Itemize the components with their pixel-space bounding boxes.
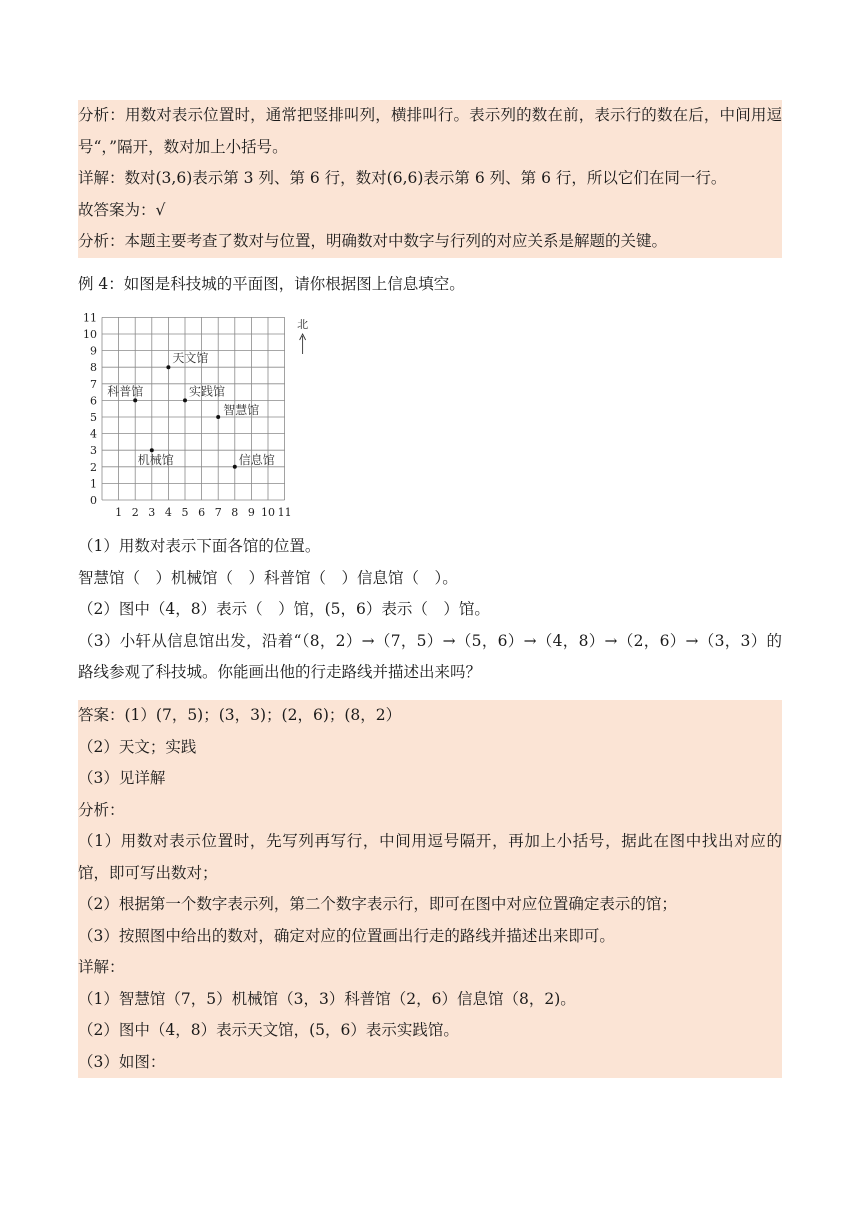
- y-tick-label: 0: [90, 494, 97, 507]
- question-2: （2）图中（4，8）表示（ ）馆，(5，6）表示（ ）馆。: [78, 600, 490, 618]
- map-point: [166, 365, 170, 369]
- detail-step-2: （2）图中（4，8）表示天文馆，(5，6）表示实践馆。: [78, 1021, 459, 1039]
- north-label: 北: [297, 318, 309, 331]
- map-point-label: 科普馆: [107, 384, 144, 399]
- map-point: [183, 398, 187, 402]
- example-title: 例 4：如图是科技城的平面图，请你根据图上信息填空。: [78, 275, 465, 293]
- x-tick-label: 8: [231, 506, 239, 519]
- answer-block: [78, 700, 782, 1078]
- y-tick-label: 8: [90, 361, 97, 375]
- question-3: （3）小轩从信息馆出发，沿着“（8，2）→（7，5）→（5，6）→（4，8）→（2，6）→（3，3）的路线参观了科技城。你能画出他的行走路线并描述出来吗？: [78, 631, 782, 681]
- x-tick-label: 3: [148, 506, 156, 519]
- x-tick-label: 1: [115, 506, 123, 519]
- y-tick-label: 3: [90, 444, 97, 458]
- y-tick-label: 6: [90, 394, 97, 408]
- question-1-blanks: 智慧馆（ ）机械馆（ ）科普馆（ ）信息馆（ ）。: [78, 568, 458, 587]
- detail-label: 详解：: [78, 958, 125, 976]
- answer-part-3: （3）见详解: [78, 769, 166, 787]
- map-point: [216, 415, 220, 419]
- y-tick-label: 4: [90, 427, 97, 441]
- question-1: （1）用数对表示下面各馆的位置。: [78, 537, 321, 555]
- answer-part-2: （2）天文；实践: [78, 737, 197, 756]
- map-point-label: 信息馆: [238, 452, 275, 467]
- analysis-summary: 分析：本题主要考查了数对与位置，明确数对中数字与行列的对应关系是解题的关键。: [78, 232, 668, 250]
- analysis-paragraph: 分析：用数对表示位置时，通常把竖排叫列，横排叫行。表示列的数在前，表示行的数在后，中间用逗号“，”隔开，数对加上小括号。: [78, 106, 782, 156]
- questions-block: [78, 531, 782, 689]
- x-tick-label: 10: [261, 506, 275, 519]
- analysis-step-1: （1）用数对表示位置时，先写列再写行，中间用逗号隔开，再加上小括号，据此在图中找出对应的馆，即可写出数对；: [78, 832, 782, 882]
- y-tick-label: 5: [90, 411, 97, 424]
- map-point-label: 智慧馆: [223, 403, 260, 417]
- map-point-label: 实践馆: [189, 384, 226, 399]
- analysis-step-2: （2）根据第一个数字表示列，第二个数字表示行，即可在图中对应位置确定表示的馆；: [78, 895, 677, 913]
- x-tick-label: 6: [198, 506, 206, 519]
- map-point-label: 机械馆: [137, 453, 174, 468]
- y-tick-label: 7: [90, 377, 97, 391]
- x-tick-label: 2: [131, 506, 139, 519]
- map-point: [150, 448, 154, 452]
- analysis-block: [78, 100, 782, 258]
- y-tick-label: 1: [90, 477, 97, 491]
- analysis-step-3: （3）按照图中给出的数对，确定对应的位置画出行走的路线并描述出来即可。: [78, 926, 615, 945]
- detail-step-1: （1）智慧馆（7，5）机械馆（3，3）科普馆（2，6）信息馆（8，2)。: [78, 989, 576, 1008]
- detail-step-3: （3）如图：: [78, 1052, 166, 1071]
- x-tick-label: 9: [247, 506, 255, 519]
- y-tick-label: 10: [83, 328, 97, 341]
- example-heading-block: [78, 269, 782, 301]
- answer-summary: 答案：(1）(7，5)；(3，3)；(2，6)；(8，2）: [78, 706, 402, 724]
- detail-paragraph: 详解：数对(3,6)表示第 3 列、第 6 行，数对(6,6)表示第 6 列、第 6 行，所以它们在同一行。: [78, 169, 727, 187]
- map-point: [233, 465, 237, 469]
- city-map-figure: [78, 310, 318, 526]
- answer-line: 故答案为：√: [78, 200, 166, 219]
- analysis-label: 分析：: [78, 800, 125, 819]
- map-point-label: 天文馆: [172, 351, 209, 366]
- x-tick-label: 11: [277, 506, 292, 519]
- map-point: [133, 398, 137, 402]
- y-tick-label: 9: [90, 344, 97, 358]
- y-tick-label: 2: [90, 460, 97, 474]
- x-tick-label: 5: [181, 506, 189, 519]
- y-tick-label: 11: [83, 311, 97, 325]
- x-tick-label: 7: [214, 506, 222, 519]
- coordinate-grid: [78, 310, 318, 522]
- x-tick-label: 4: [164, 506, 172, 519]
